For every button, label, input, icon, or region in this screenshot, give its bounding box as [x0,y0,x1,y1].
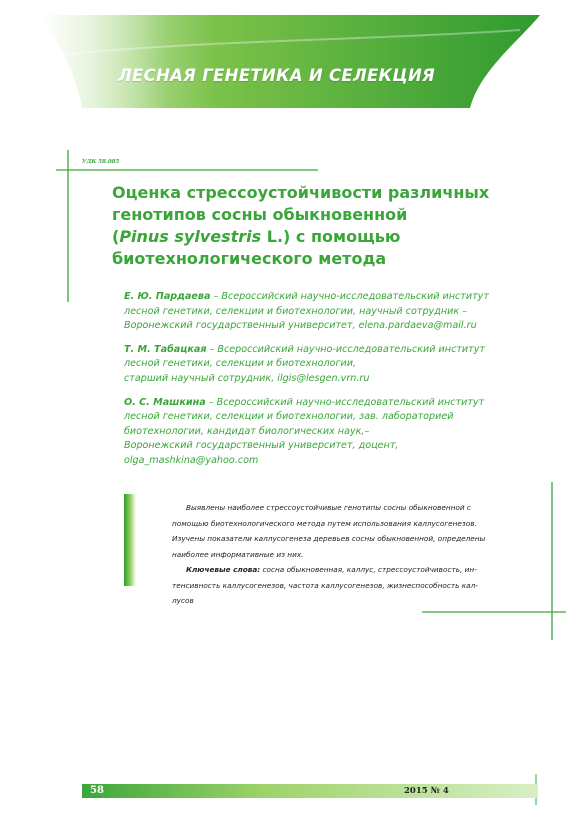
abstract-line: Изучены показатели каллусогенеза деревьев сосны обыкновенной, определены [172,534,486,543]
article-title [112,182,532,270]
author-affiliation-line: старший научный сотрудник, ilgis@lesgen.vrn.ru [124,372,370,384]
author-entry [124,290,544,334]
author-affiliation-line: Воронежский государственный университет, elena.pardaeva@mail.ru [124,320,477,332]
author-affiliation-line: лесной генетики, селекции и биотехнологии, [124,358,357,370]
title-line-4: биотехнологического метода [112,249,387,268]
authors-block [124,290,544,478]
author-name: Т. М. Табацкая [124,343,207,355]
abstract-line: наиболее информативные из них. [172,549,304,559]
abstract-line: помощью биотехнологического метода путем использования каллусогенезов. [172,518,477,528]
title-line-3-rest: L.) с помощью [261,227,401,246]
author-affiliation-line: olga_mashkina@yahoo.com [124,454,259,466]
author-affiliation-line: – Всероссийский научно-исследовательский институт [210,291,489,302]
author-name: Е. Ю. Пардаева [124,291,211,302]
keywords [172,562,506,609]
abstract-block [172,500,506,609]
keywords-line: сосна обыкновенная, каллус, стрессоустойчивость, ин- [260,565,477,574]
author-affiliation-line: биотехнологии, кандидат биологических наук,– [124,425,370,437]
title-line-1: Оценка стрессоустойчивости различных [112,183,490,202]
title-latin-name: Pinus sylvestris [119,227,262,246]
author-affiliation-line: лесной генетики, селекции и биотехнологии, зав. лабораторией [124,411,454,423]
udk-code: УДК 58.085 [82,159,120,165]
footer-bar [82,784,538,798]
title-paren: ( [112,227,120,246]
abstract-line: Выявлены наиболее стрессоустойчивые генотипы сосны обыкновенной с [186,503,471,512]
page-number: 58 [90,785,104,796]
author-entry [124,343,544,387]
section-title: ЛЕСНАЯ ГЕНЕТИКА И СЕЛЕКЦИЯ [118,66,436,85]
author-name: О. С. Машкина [124,396,206,408]
keywords-label: Ключевые слова: [186,565,261,574]
author-affiliation-line: – Всероссийский научно-исследовательский институт [206,343,486,355]
keywords-line: тенсивность каллусогенезов, частота каллусогенезов, жизнеспособность кал- [172,580,478,590]
abstract-text [172,500,506,562]
author-affiliation-line: Воронежский государственный университет, доцент, [124,440,399,452]
author-entry [124,396,544,469]
issue-label: 2015 № 4 [404,786,449,796]
abstract-gradient-bar [124,494,136,586]
author-affiliation-line: – Всероссийский научно-исследовательский институт [205,396,485,408]
author-affiliation-line: лесной генетики, селекции и биотехнологии, научный сотрудник – [124,305,467,317]
keywords-line: лусов [172,596,194,605]
title-line-2: генотипов сосны обыкновенной [112,205,408,224]
